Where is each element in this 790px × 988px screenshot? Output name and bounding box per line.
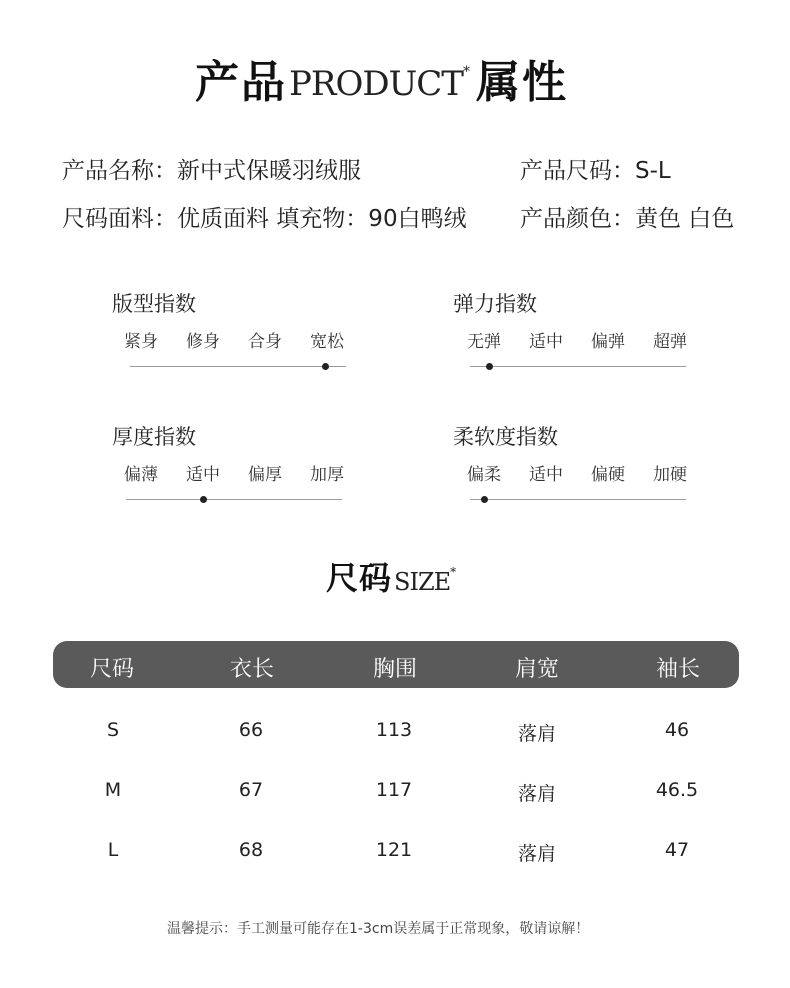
table-cell: 113 <box>375 719 413 741</box>
index-softness-marker <box>481 496 488 503</box>
table-header-cell: 肩宽 <box>514 657 559 682</box>
index-softness-label: 适中 <box>529 465 563 485</box>
index-fit-label: 合身 <box>248 332 282 352</box>
index-fit-label: 修身 <box>186 332 220 352</box>
table-cell: L <box>107 839 119 861</box>
index-softness-label: 加硬 <box>653 465 687 485</box>
size-title-cn: 尺码 <box>326 559 393 597</box>
index-fit-label: 紧身 <box>124 332 158 352</box>
table-cell: 67 <box>238 779 264 801</box>
table-header-cell: 袖长 <box>655 657 700 682</box>
table-cell: 47 <box>664 839 690 861</box>
index-elastic-label: 无弹 <box>467 332 501 352</box>
index-fit-label: 宽松 <box>310 332 344 352</box>
index-elastic-label: 适中 <box>529 332 563 352</box>
table-cell: 117 <box>375 779 413 801</box>
index-thickness-label: 偏薄 <box>124 465 158 485</box>
title-cn-right: 属性 <box>475 57 568 108</box>
size-title <box>326 553 456 599</box>
table-cell: 121 <box>375 839 413 861</box>
page-title <box>195 46 568 110</box>
index-title: 柔软度指数 <box>453 425 558 449</box>
index-elastic-label: 超弹 <box>653 332 687 352</box>
index-title: 弹力指数 <box>453 292 537 316</box>
title-star: * <box>462 64 470 80</box>
table-cell: 落肩 <box>517 843 556 865</box>
info-material: 尺码面料：优质面料 填充物：90白鸭绒 <box>62 206 467 232</box>
info-color: 产品颜色：黄色 白色 <box>520 206 735 232</box>
table-cell: 落肩 <box>517 723 556 745</box>
index-thickness-marker <box>200 496 207 503</box>
info-product-name: 产品名称：新中式保暖羽绒服 <box>62 158 361 184</box>
size-title-en: SIZE <box>394 568 451 596</box>
index-thickness-label: 适中 <box>186 465 220 485</box>
size-title-star: * <box>450 565 457 579</box>
measurement-note: 温馨提示：手工测量可能存在1-3cm误差属于正常现象，敬请谅解！ <box>167 921 590 937</box>
table-cell: S <box>106 719 120 741</box>
table-cell: 46.5 <box>655 779 699 801</box>
index-title: 厚度指数 <box>112 425 196 449</box>
table-cell: M <box>104 779 122 801</box>
table-header-cell: 尺码 <box>89 657 134 682</box>
table-cell: 46 <box>664 719 690 741</box>
index-title: 版型指数 <box>112 292 196 316</box>
table-cell: 落肩 <box>517 783 556 805</box>
table-header-cell: 胸围 <box>372 657 417 682</box>
index-elastic-marker <box>486 363 493 370</box>
title-en: PRODUCT <box>289 64 463 104</box>
index-softness-line <box>470 499 686 500</box>
index-elastic-label: 偏弹 <box>591 332 625 352</box>
table-header-cell: 衣长 <box>229 657 274 682</box>
index-softness-label: 偏硬 <box>591 465 625 485</box>
table-cell: 68 <box>238 839 264 861</box>
title-cn-left: 产品 <box>195 57 287 108</box>
index-fit-marker <box>322 363 329 370</box>
info-product-size: 产品尺码：S-L <box>520 158 671 184</box>
index-thickness-label: 偏厚 <box>248 465 282 485</box>
index-thickness-label: 加厚 <box>310 465 344 485</box>
table-cell: 66 <box>238 719 264 741</box>
index-fit <box>112 288 196 318</box>
index-fit-line <box>130 366 346 367</box>
index-softness-label: 偏柔 <box>467 465 501 485</box>
index-elastic-line <box>470 366 686 367</box>
index-thickness-line <box>126 499 342 500</box>
